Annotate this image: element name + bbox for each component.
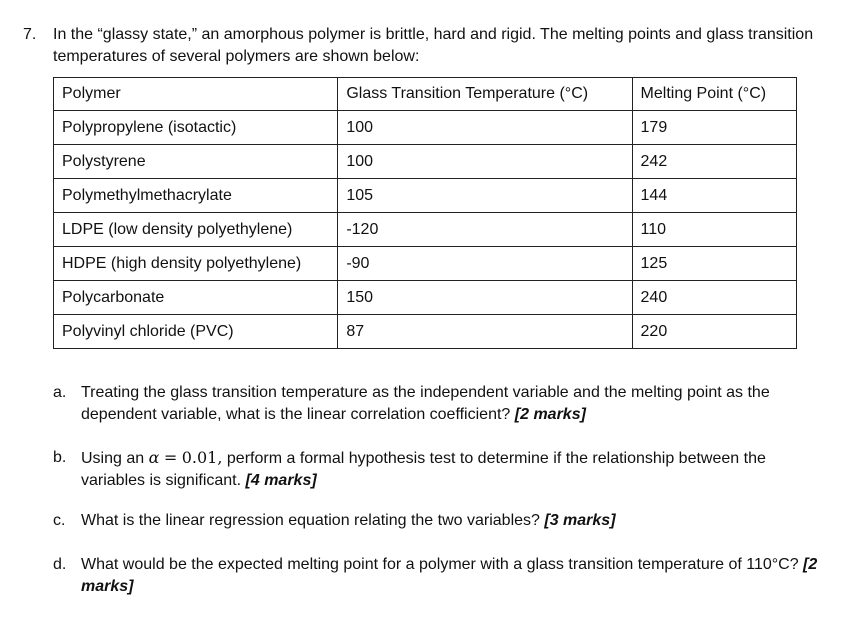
cell-polymer: Polycarbonate [54, 281, 338, 315]
part-b-marks: [4 marks] [245, 472, 317, 489]
part-d-marks: [2 marks] [81, 556, 818, 595]
cell-polymer: Polymethylmethacrylate [54, 179, 338, 213]
equals-sign: = [163, 448, 178, 467]
table-row [54, 247, 797, 281]
cell-melting-point: 125 [632, 247, 796, 281]
table-row [54, 111, 797, 145]
part-b-body-start: Using an [81, 450, 145, 467]
part-b-body-end: perform a formal hypothesis test to determine if the relationship between the variables is significant. [81, 450, 766, 489]
cell-glass-transition: 105 [338, 179, 632, 213]
part-a-text [81, 382, 823, 426]
part-d-text [81, 554, 823, 598]
cell-polymer: HDPE (high density polyethylene) [54, 247, 338, 281]
cell-glass-transition: -90 [338, 247, 632, 281]
cell-polymer: LDPE (low density polyethylene) [54, 213, 338, 247]
part-a-label: a. [53, 384, 67, 401]
table-row [54, 213, 797, 247]
question-number: 7. [23, 26, 37, 43]
table-row [54, 145, 797, 179]
header-melting-point: Melting Point (°C) [632, 78, 796, 111]
header-glass-transition: Glass Transition Temperature (°C) [338, 78, 632, 111]
header-polymer: Polymer [54, 78, 338, 111]
part-d-body: What would be the expected melting point for a polymer with a glass transition temperature of 110°C? [81, 556, 799, 573]
cell-glass-transition: 87 [338, 315, 632, 349]
cell-glass-transition: -120 [338, 213, 632, 247]
cell-polymer: Polypropylene (isotactic) [54, 111, 338, 145]
cell-polymer: Polystyrene [54, 145, 338, 179]
cell-glass-transition: 100 [338, 145, 632, 179]
part-b-text [81, 447, 823, 492]
part-c-text [81, 510, 823, 532]
part-a-marks: [2 marks] [514, 406, 586, 423]
cell-melting-point: 110 [632, 213, 796, 247]
part-a-body: Treating the glass transition temperature as the independent variable and the melting point as the dependent variable, what is the linear correlation coefficient? [81, 384, 770, 423]
table-row [54, 281, 797, 315]
part-c-body: What is the linear regression equation relating the two variables? [81, 512, 540, 529]
cell-melting-point: 179 [632, 111, 796, 145]
cell-glass-transition: 100 [338, 111, 632, 145]
table-row [54, 179, 797, 213]
part-d-label: d. [53, 556, 67, 573]
cell-glass-transition: 150 [338, 281, 632, 315]
part-c-marks: [3 marks] [544, 512, 616, 529]
table-header-row [54, 78, 797, 111]
part-b-label: b. [53, 449, 67, 466]
alpha-value: 0.01, [181, 448, 223, 467]
table-row [54, 315, 797, 349]
cell-melting-point: 240 [632, 281, 796, 315]
alpha-symbol: α [148, 448, 160, 467]
cell-melting-point: 242 [632, 145, 796, 179]
polymer-table [53, 77, 797, 349]
cell-melting-point: 144 [632, 179, 796, 213]
cell-polymer: Polyvinyl chloride (PVC) [54, 315, 338, 349]
question-intro: In the “glassy state,” an amorphous polymer is brittle, hard and rigid. The melting points and glass transition temperatures of several polymers are shown below: [53, 26, 814, 65]
cell-melting-point: 220 [632, 315, 796, 349]
part-c-label: c. [53, 512, 66, 529]
